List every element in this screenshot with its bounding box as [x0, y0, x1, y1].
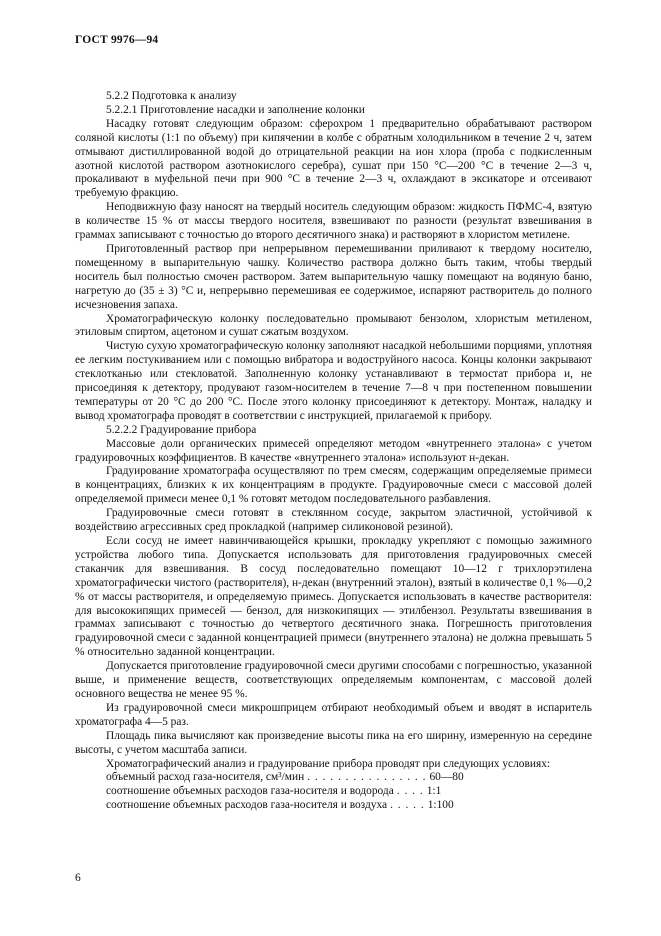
- paragraph: Если сосуд не имеет навинчивающейся крышки, прокладку укрепляют с помощью зажимного устройства любого типа. Допускается использовать для приготовления градуировочных смесей стаканчик для взвешивания. В сосуд последовательно помещают 10—12 г трихлорэтилена хроматографически чистого (растворителя), н-декан (внутренний эталон), взятый в количестве 0,1 %—0,2 % от массы растворителя, и определяемую примесь. Допускается использовать в качестве растворителя: для высококипящих примесей — бензол, для низкокипящих — этилбензол. Результаты взвешивания в граммах записывают с точностью до четвертого десятичного знака. Погрешность приготовления градуировочной смеси с заданной концентрацией примеси (внутреннего эталона) не должна превышать 5 % относительно заданной концентрации.: [75, 535, 592, 659]
- paragraph: Массовые доли органических примесей определяют методом «внутреннего эталона» с учетом градуировочных коэффициентов. В качестве «внутреннего эталона» используют н-декан.: [75, 437, 592, 464]
- conditions-intro: Хроматографический анализ и градуирование прибора проводят при следующих условиях:: [106, 757, 551, 770]
- document-code: ГОСТ 9976—94: [75, 34, 159, 46]
- condition-label: соотношение объемных расходов газа-носителя и воздуха: [106, 799, 388, 812]
- paragraph: Из градуировочной смеси микрошприцем отбирают необходимый объем и вводят в испаритель хроматографа 4—5 раз.: [75, 701, 592, 728]
- paragraph: Приготовленный раствор при непрерывном перемешивании приливают к твердому носителю, помещенному в выпарительную чашку. Количество раствора должно быть таким, чтобы твердый носитель был полностью смочен раствором. Затем выпарительную чашку помещают на водяную баню, нагретую до (35 ± 3) °С и, непрерывно перемешивая ее содержимое, испаряют растворитель до полного исчезновения запаха.: [75, 242, 592, 311]
- analysis-conditions-list: [75, 771, 592, 813]
- paragraph: Чистую сухую хроматографическую колонку заполняют насадкой небольшими порциями, уплотняя ее легким постукиванием или с помощью вибратора и водоструйного насоса. Концы колонки закрывают стеклотканью или стекловатой. Заполненную колонку устанавливают в термостат прибора и, не присоединяя к детектору, продувают газом-носителем в течение 7—8 ч при постепенном повышении температуры от 20 °С до 200 °С. После этого колонку присоединяют к детектору. Монтаж, наладку и вывод хроматографа проводят в соответствии с инструкцией, прилагаемой к прибору.: [75, 340, 592, 422]
- paragraph: Неподвижную фазу наносят на твердый носитель следующим образом: жидкость ПФМС-4, взятую в количестве 15 % от массы твердого носителя, взвешивают по разности (результат взвешивания в граммах записывают с точностью до второго десятичного знака) и растворяют в хлористом метилене.: [75, 201, 592, 242]
- leader-dots: . . . .: [396, 785, 424, 798]
- paragraph: Допускается приготовление градуировочной смеси другими способами с погрешностью, указанной выше, и применение веществ, соответствующих определяемым компонентам, с массовой долей основного вещества не менее 95 %.: [75, 660, 592, 700]
- paragraph: Градуировочные смеси готовят в стеклянном сосуде, закрытом эластичной, устойчивой к воздействию агрессивных сред прокладкой (например силиконовой резиной).: [75, 507, 592, 534]
- document-body: [75, 90, 592, 813]
- paragraph: Насадку готовят следующим образом: сферохром 1 предварительно обрабатывают раствором соляной кислоты (1:1 по объему) при кипячении в колбе с обратным холодильником в течение 2 ч, затем отмывают дистиллированной водой до отрицательной реакции на ион хлора (проба с подкисленным азотной кислотой раствором азотнокислого серебра), сушат при 150 °С—200 °С в течение 2—3 ч, прокаливают в муфельной печи при 900 °С в течение 2—3 ч, охлаждают в эксикаторе и отсеивают требуемую фракцию.: [75, 117, 592, 200]
- condition-value: 60—80: [429, 771, 464, 784]
- condition-row: [75, 771, 592, 785]
- paragraph: Хроматографическую колонку последовательно промывают бензолом, хлористым метиленом, этиловым спиртом, ацетоном и сушат сжатым воздухом.: [75, 312, 592, 339]
- leader-dots: . . . . . . . . . . . . . . . .: [307, 771, 427, 784]
- condition-label: объемный расход газа-носителя, см³/мин: [106, 771, 305, 784]
- section-heading-5-2-2-1: 5.2.2.1 Приготовление насадки и заполнение колонки: [106, 103, 365, 116]
- paragraph: Площадь пика вычисляют как произведение высоты пика на его ширину, измеренную на середине высоты, с учетом масштаба записи.: [75, 729, 592, 756]
- paragraph: Градуирование хроматографа осуществляют по трем смесям, содержащим определяемые примеси в концентрациях, близких к их концентрациям в продукте. Градуировочные смеси с массовой долей определяемой примеси менее 0,1 % готовят методом последовательного разбавления.: [75, 465, 592, 506]
- condition-value: 1:1: [426, 785, 442, 798]
- condition-row: [75, 785, 592, 799]
- condition-value: 1:100: [427, 799, 454, 812]
- section-heading-5-2-2-2: 5.2.2.2 Градуирование прибора: [106, 423, 257, 436]
- leader-dots: . . . . .: [390, 799, 425, 812]
- condition-label: соотношение объемных расходов газа-носителя и водорода: [106, 785, 394, 798]
- page-number: 6: [75, 872, 81, 884]
- condition-row: [75, 799, 592, 813]
- section-heading-5-2-2: 5.2.2 Подготовка к анализу: [106, 90, 237, 102]
